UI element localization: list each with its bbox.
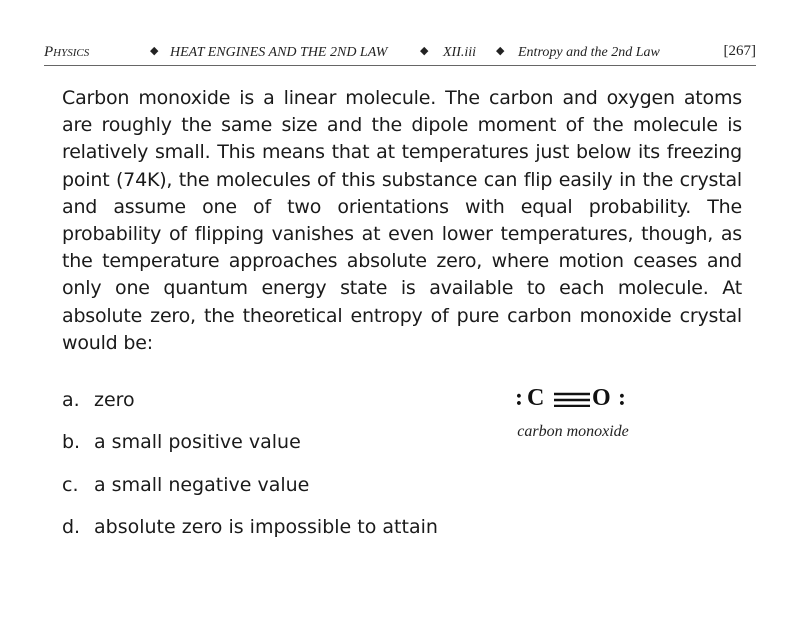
subject-label: Physics [44, 44, 90, 60]
option-letter: d. [62, 516, 81, 539]
left-lone-pair: : [515, 385, 523, 411]
option-b[interactable] [62, 430, 492, 472]
header-bullet-icon: ◆ [150, 45, 159, 57]
option-text: absolute zero is impossible to attain [94, 516, 438, 539]
answer-options [62, 388, 492, 558]
option-a[interactable] [62, 388, 492, 430]
option-letter: c. [62, 473, 79, 496]
question-paragraph: Carbon monoxide is a linear molecule. The carbon and oxygen atoms are roughly the same size and the dipole moment of the molecule is relatively small. This means that at temperatures just below its freezing point (74K), the molecules of this substance can flip easily in the crystal and assume one of two orientations with equal probability. The probability of flipping vanishes at even lower temperatures, though, as the temperature approaches absolute zero, where motion ceases and only one quantum energy state is available to each molecule. At absolute zero, the theoretical entropy of pure carbon monoxide crystal would be: [62, 87, 742, 354]
topic-title: Entropy and the 2nd Law [518, 45, 660, 60]
header-bullet-icon: ◆ [496, 45, 505, 57]
right-lone-pair: : [618, 385, 626, 411]
section-number: XII.iii [443, 45, 477, 60]
page-header [44, 44, 756, 66]
option-d[interactable] [62, 515, 492, 557]
co-structure-figure [498, 384, 648, 441]
option-text: a small negative value [94, 473, 310, 496]
option-letter: b. [62, 431, 81, 454]
oxygen-atom: O [592, 385, 611, 411]
triple-bond-icon [554, 391, 590, 407]
option-c[interactable] [62, 473, 492, 515]
carbon-atom: C [527, 385, 545, 411]
option-text: a small positive value [94, 431, 301, 454]
page-number: [267] [723, 43, 756, 59]
option-text: zero [94, 389, 135, 411]
header-divider [44, 65, 756, 66]
header-bullet-icon: ◆ [420, 45, 429, 57]
lewis-structure [498, 384, 648, 418]
option-letter: a. [62, 389, 80, 411]
chapter-title: HEAT ENGINES AND THE 2ND LAW [170, 45, 388, 60]
figure-caption: carbon monoxide [517, 423, 629, 440]
